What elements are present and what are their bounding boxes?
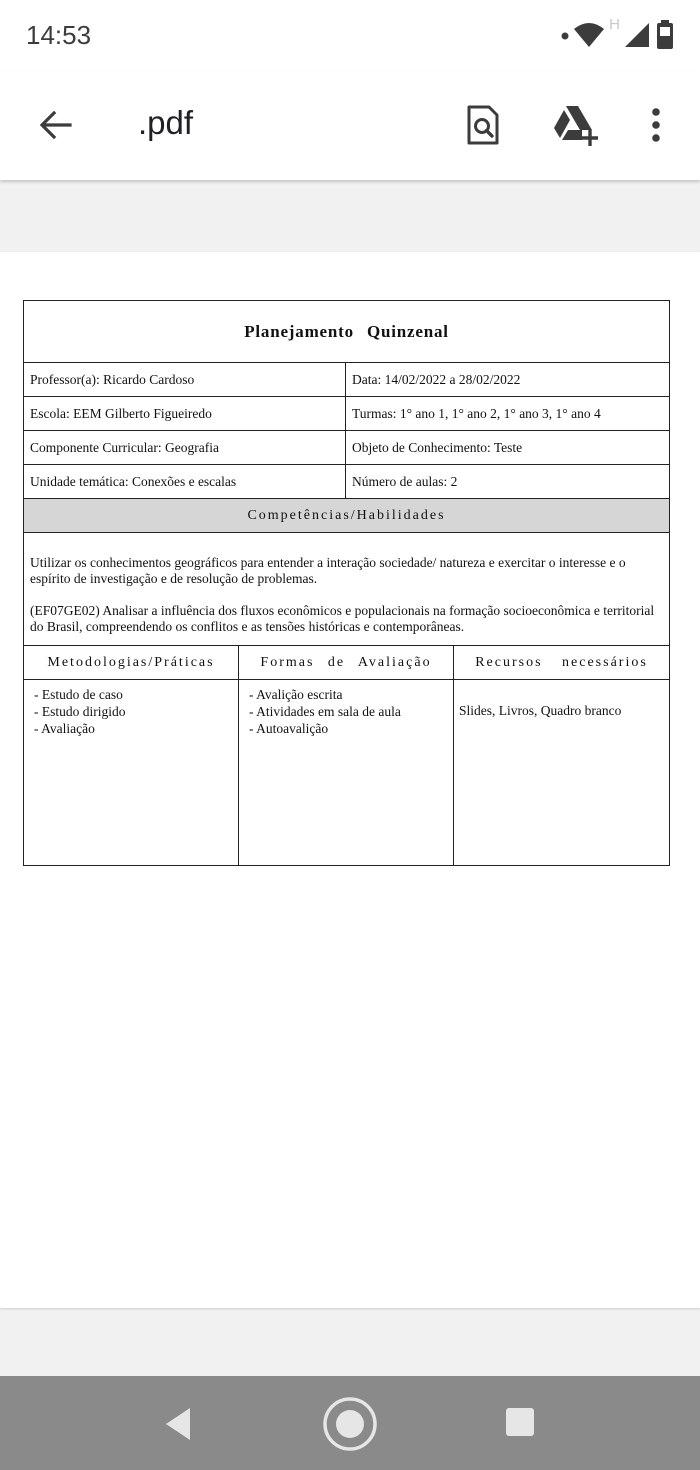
metodologias-header: Metodologias/Práticas — [24, 646, 239, 679]
info-cell-escola: Escola: EEM Gilberto Figueiredo — [24, 397, 346, 430]
planning-title: Planejamento Quinzenal — [24, 301, 669, 363]
nav-back-icon[interactable] — [158, 1402, 198, 1446]
find-in-page-icon — [466, 105, 500, 145]
list-item: - Autoavalição — [249, 721, 329, 736]
info-row — [24, 363, 669, 397]
info-cell-objeto: Objeto de Conhecimento: Teste — [352, 439, 523, 455]
avaliacao-cell — [239, 680, 454, 865]
cell-signal-icon — [624, 20, 650, 50]
info-row — [24, 397, 669, 431]
metodologias-cell — [24, 680, 239, 865]
app-bar — [0, 72, 700, 180]
info-cell-componente: Componente Curricular: Geografia — [24, 431, 346, 464]
network-type-label: H — [609, 16, 620, 33]
info-cell-professor: Professor(a): Ricardo Cardoso — [24, 363, 346, 396]
list-item: - Avaliação — [34, 721, 95, 736]
list-item: - Estudo dirigido — [34, 704, 126, 719]
status-bar — [0, 0, 700, 72]
more-vert-icon — [651, 107, 661, 143]
pdf-viewer[interactable] — [0, 180, 700, 1376]
find-in-page-button[interactable] — [456, 98, 510, 152]
pdf-page[interactable] — [0, 252, 700, 1308]
system-nav-bar — [0, 1376, 700, 1470]
nav-home-icon[interactable] — [322, 1396, 378, 1452]
info-cell-turmas: Turmas: 1° ano 1, 1° ano 2, 1° ano 3, 1° ano 4 — [352, 405, 601, 421]
list-item: - Avalição escrita — [249, 687, 343, 702]
notification-dot-icon — [561, 20, 569, 50]
info-row — [24, 431, 669, 465]
info-cell-unidade: Unidade temática: Conexões e escalas — [24, 465, 346, 498]
battery-icon — [654, 19, 676, 51]
document-title: .pdf — [138, 104, 194, 141]
recursos-cell: Slides, Livros, Quadro branco — [459, 703, 622, 718]
columns-body — [24, 680, 669, 865]
columns-header — [24, 646, 669, 680]
planning-table — [23, 300, 670, 866]
drive-add-icon — [552, 104, 600, 146]
more-options-button[interactable] — [634, 98, 678, 152]
nav-recents-icon[interactable] — [504, 1406, 536, 1438]
competencia-paragraph: Utilizar os conhecimentos geográficos para entender a interação sociedade/ natureza e exercitar o interesse e o espírito de investigação e de resolução de problemas. — [30, 555, 626, 586]
info-cell-data: Data: 14/02/2022 a 28/02/2022 — [352, 371, 521, 387]
competencias-header: Competências/Habilidades — [24, 499, 669, 533]
status-time: 14:53 — [26, 20, 92, 50]
info-row — [24, 465, 669, 499]
info-cell-aulas: Número de aulas: 2 — [352, 473, 458, 489]
back-button[interactable] — [26, 96, 84, 154]
competencias-text — [24, 533, 669, 646]
add-to-drive-button[interactable] — [546, 98, 606, 152]
competencia-paragraph: (EF07GE02) Analisar a influência dos fluxos econômicos e populacionais na formação socioeconômica e territorial do Brasil, compreendendo os conflitos e as tensões históricas e contemporâneas. — [30, 603, 655, 634]
recursos-header: Recursos necessários — [475, 654, 648, 670]
list-item: - Estudo de caso — [34, 687, 123, 702]
status-icons — [561, 18, 676, 52]
wifi-icon — [573, 20, 605, 50]
list-item: - Atividades em sala de aula — [249, 704, 401, 719]
arrow-back-icon — [37, 107, 73, 143]
avaliacao-header: Formas de Avaliação — [239, 646, 454, 679]
